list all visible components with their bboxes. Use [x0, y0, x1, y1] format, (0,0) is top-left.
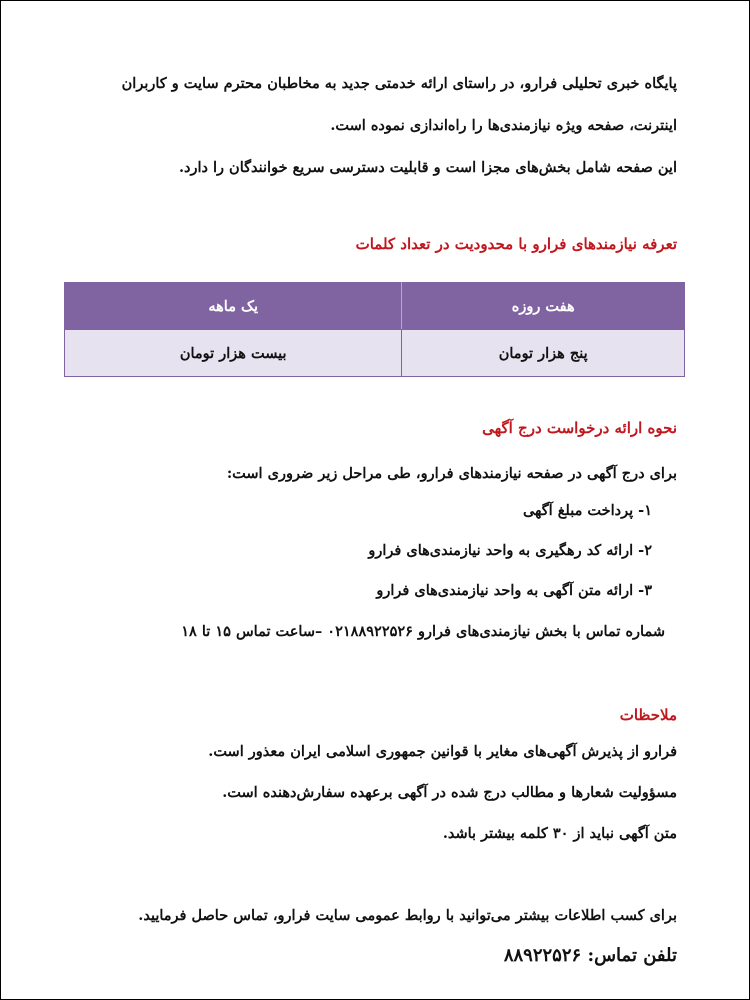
tariff-price-weekly: پنج هزار تومان	[402, 330, 685, 377]
intro-line-1: پایگاه خبری تحلیلی فرارو، در راستای ارائه خدمتی جدید به مخاطبان محترم سایت و کاربران	[121, 75, 677, 92]
intro-line-3: این صفحه شامل بخش‌های مجزا است و قابلیت دسترسی سریع خوانندگان را دارد.	[178, 159, 677, 176]
table-row	[65, 330, 685, 377]
request-step-2: ۲- ارائه کد رهگیری به واحد نیازمندی‌های فرارو	[368, 542, 652, 559]
tariff-header-monthly: یک ماهه	[65, 283, 402, 330]
notes-item-2: مسؤولیت شعارها و مطالب درج شده در آگهی برعهده سفارش‌دهنده است.	[222, 784, 677, 801]
footer-info: برای کسب اطلاعات بیشتر می‌توانید با روابط عمومی سایت فرارو، تماس حاصل فرمایید.	[138, 907, 677, 924]
tariff-price-monthly: بیست هزار تومان	[65, 330, 402, 377]
notes-item-3: متن آگهی نباید از ۳۰ کلمه بیشتر باشد.	[442, 825, 677, 842]
request-contact: شماره تماس با بخش نیازمندی‌های فرارو ۰۲۱۸۸۹۲۲۵۲۶ –ساعت تماس ۱۵ تا ۱۸	[181, 623, 665, 640]
notes-title: ملاحظات	[619, 706, 677, 724]
intro-line-2: اینترنت، صفحه ویژه نیازمندی‌ها را راه‌اندازی نموده است.	[330, 117, 677, 134]
notes-item-1: فرارو از پذیرش آگهی‌های مغایر با قوانین جمهوری اسلامی ایران معذور است.	[208, 743, 677, 760]
request-step-1: ۱- پرداخت مبلغ آگهی	[522, 502, 652, 519]
request-intro: برای درج آگهی در صفحه نیازمندهای فرارو، طی مراحل زیر ضروری است:	[226, 465, 677, 482]
request-title: نحوه ارائه درخواست درج آگهی	[482, 419, 677, 437]
tariff-header-row	[65, 283, 685, 330]
tariff-table	[64, 282, 685, 377]
footer-phone: تلفن تماس: ۸۸۹۲۲۵۲۶	[503, 945, 677, 966]
request-step-3: ۳- ارائه متن آگهی به واحد نیازمندی‌های فرارو	[376, 582, 652, 599]
tariff-header-weekly: هفت روزه	[402, 283, 685, 330]
tariff-title: تعرفه نیازمندهای فرارو با محدودیت در تعداد کلمات	[355, 235, 677, 253]
